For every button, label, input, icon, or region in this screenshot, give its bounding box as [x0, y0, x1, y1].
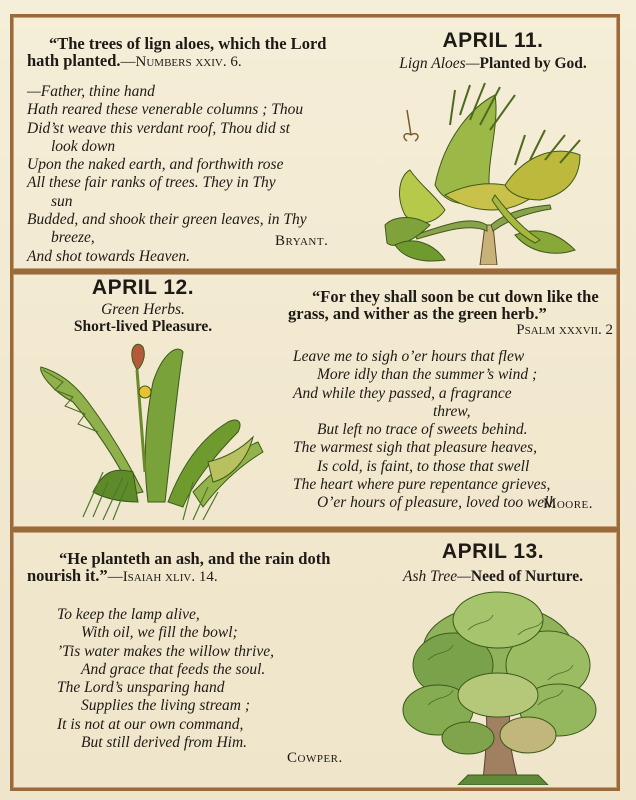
plant-name: Ash Tree	[403, 568, 458, 585]
poem-line: It is not at our own command,	[57, 715, 244, 733]
poem-line: Budded, and shook their green leaves, in Thy	[27, 211, 307, 229]
poem-line: Hath reared these venerable columns ; Thou	[27, 101, 304, 119]
plant-meaning: Need of Nurture.	[470, 568, 583, 585]
plant-name: Green Herbs.	[101, 301, 185, 318]
poem-line: The heart where pure repentance grieves,	[293, 476, 551, 494]
poem-author: Moore.	[543, 496, 594, 512]
poem-line: But still derived from Him.	[81, 734, 248, 752]
poem-line: And grace that feeds the soul.	[81, 660, 266, 678]
poem-line: Upon the naked earth, and forthwith rose	[27, 156, 284, 174]
quote-reference: —Numbers xxiv. 6.	[120, 54, 242, 70]
bible-quote	[27, 550, 367, 586]
poem-line: More idly than the summer’s wind ;	[317, 366, 538, 384]
poem	[27, 83, 307, 266]
poem-line: threw,	[433, 402, 471, 420]
poem-line: The Lord’s unsparing hand	[57, 679, 225, 697]
poem-line: sun	[51, 192, 73, 210]
poem-line: ’Tis water makes the willow thrive,	[57, 642, 274, 660]
quote-text: “The trees of lign aloes, which the Lord hath planted.	[27, 34, 327, 70]
poem-line: Supplies the living stream ;	[81, 697, 251, 715]
plant-meaning: Short-lived Pleasure.	[73, 318, 213, 335]
quote-reference: Psalm xxxvii. 2	[516, 322, 613, 338]
entry-april-13	[10, 529, 620, 791]
poem-author: Bryant.	[275, 233, 329, 249]
bible-quote	[27, 35, 357, 71]
quote-reference: —Isaiah xliv. 14.	[107, 569, 218, 585]
plant-meaning: Planted by God.	[479, 55, 587, 72]
quote-text: “He planteth an ash, and the rain doth nourish it.”	[27, 549, 331, 585]
poem-line: To keep the lamp alive,	[57, 606, 200, 623]
poem-line: And shot towards Heaven.	[27, 247, 191, 265]
plant-name: Lign Aloes	[399, 55, 466, 72]
poem-line: O’er hours of pleasure, loved too well.	[317, 494, 557, 512]
poem	[293, 348, 557, 513]
poem-line: But left no trace of sweets behind.	[317, 421, 528, 439]
poem-line: Did’st weave this verdant roof, Thou did st	[27, 119, 290, 137]
entry-date: APRIL 12.	[91, 276, 195, 299]
entry-april-12	[10, 271, 620, 530]
green-herbs-illustration	[33, 342, 273, 522]
poem-line: Is cold, is faint, to those that swell	[317, 457, 530, 475]
bible-quote: “For they shall soon be cut down like the grass, and wither as the green herb.”	[288, 287, 599, 323]
poem	[57, 606, 274, 752]
entry-date: APRIL 13.	[441, 540, 545, 563]
entry-date: APRIL 11.	[442, 29, 544, 52]
poem-line: All these fair ranks of trees. They in Thy	[27, 174, 276, 192]
poem-line: —Father, thine hand	[27, 83, 155, 100]
poem-line: The warmest sigh that pleasure heaves,	[293, 439, 537, 457]
entry-april-11	[10, 14, 620, 272]
poem-line: Leave me to sigh o’er hours that flew	[293, 348, 525, 365]
poem-line: breeze,	[51, 229, 95, 247]
poem-author: Cowper.	[287, 750, 343, 766]
poem-line: And while they passed, a fragrance	[293, 384, 512, 402]
plant-subtitle: Lign Aloes—Planted by God.	[399, 55, 587, 72]
poem-line: With oil, we fill the bowl;	[81, 624, 238, 642]
lign-aloes-illustration	[375, 75, 595, 265]
poem-line: look down	[51, 137, 116, 155]
plant-subtitle: Ash Tree—Need of Nurture.	[403, 568, 583, 585]
ash-tree-illustration	[398, 590, 608, 785]
